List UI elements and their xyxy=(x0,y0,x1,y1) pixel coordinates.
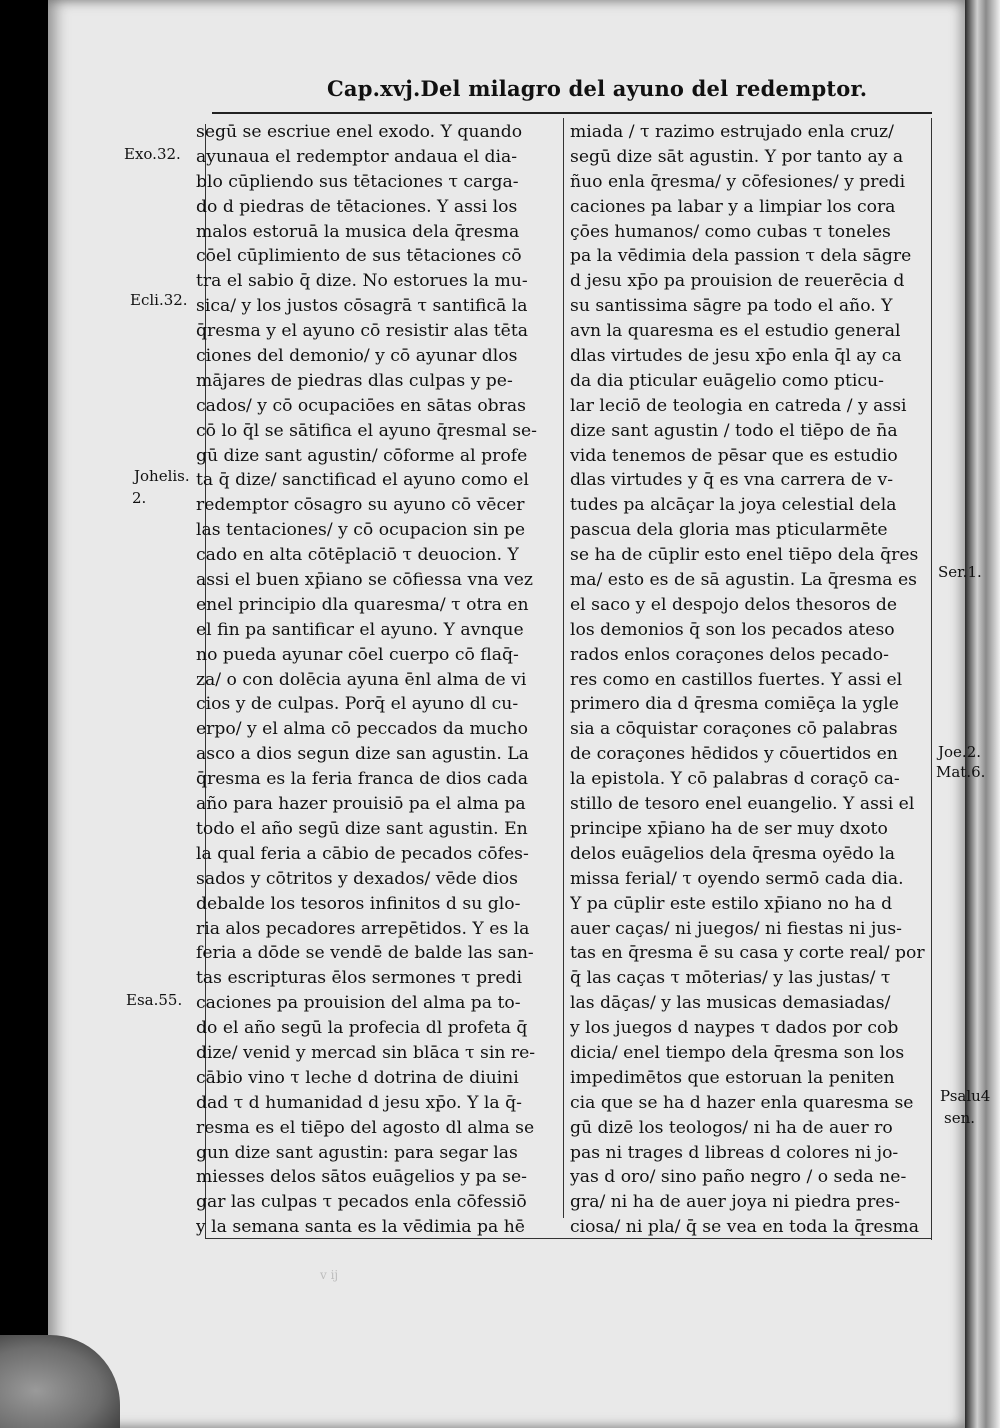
text-line: feria a dōde se vendē de balde las san- xyxy=(196,943,534,964)
signature-mark: v ij xyxy=(320,1268,339,1282)
text-line: ciosa/ ni pla/ q̄ se vea en toda la q̄resma xyxy=(570,1217,919,1238)
text-line: redemptor cōsagro su ayuno cō vēcer xyxy=(196,495,525,516)
text-line: cado en alta cōtēplaciō τ deuocion. Y xyxy=(196,545,519,566)
text-line: dicia/ enel tiempo dela q̄resma son los xyxy=(570,1042,905,1063)
column-rule-right xyxy=(931,118,932,1240)
margin-citation: Ecli.32. xyxy=(130,291,188,309)
text-line: principe xp̄iano ha de ser muy dxoto xyxy=(570,818,888,839)
text-line: ciones del demonio/ y cō ayunar dlos xyxy=(196,346,518,367)
text-line: las dāças/ y las musicas demasiadas/ xyxy=(570,993,891,1014)
text-line: dize sant agustin / todo el tiēpo de n̄a xyxy=(570,420,898,441)
text-line: tra el sabio q̄ dize. No estorues la mu- xyxy=(196,271,528,292)
text-line: do d piedras de tētaciones. Y assi los xyxy=(196,196,518,217)
text-line: impedimētos que estoruan la peniten xyxy=(570,1067,895,1088)
text-line: tudes pa alcāçar la joya celestial dela xyxy=(570,495,897,516)
text-line: las tentaciones/ y cō ocupacion sin pe xyxy=(196,520,526,541)
text-line: primero dia d q̄resma comiēça la ygle xyxy=(570,694,899,715)
text-line: ria alos pecadores arrepētidos. Y es la xyxy=(196,918,530,939)
text-line: lar leciō de teologia en catreda / y assi xyxy=(570,395,907,416)
text-line: cia que se ha d hazer enla quaresma se xyxy=(570,1092,914,1113)
text-line: año para hazer prouisiō pa el alma pa xyxy=(196,794,526,815)
text-line: do el año segū la profecia dl profeta q̄ xyxy=(196,1018,528,1039)
text-line: tas escripturas ēlos sermones τ predi xyxy=(196,968,523,989)
text-line: todo el año segū dize sant agustin. En xyxy=(196,818,528,839)
text-line: el saco y el despojo delos thesoros de xyxy=(570,594,898,615)
margin-citation: Ser.1. xyxy=(938,563,982,581)
text-line: avn la quaresma es el estudio general xyxy=(570,321,901,342)
text-line: sica/ y los justos cōsagrā τ santificā la xyxy=(196,296,528,317)
text-line: dad τ d humanidad d jesu xp̄o. Y la q̄- xyxy=(196,1092,522,1113)
margin-citation: Esa.55. xyxy=(126,991,183,1009)
text-line: q̄ las caças τ mōterias/ y las justas/ τ xyxy=(570,968,891,989)
text-line: enel principio dla quaresma/ τ otra en xyxy=(196,594,529,615)
text-line: sados y cōtritos y dexados/ vēde dios xyxy=(196,868,518,889)
text-line: no pueda ayunar cōel cuerpo cō flaq̄- xyxy=(196,644,519,665)
margin-citation: Joe.2. xyxy=(938,743,982,761)
text-line: malos estoruā la musica dela q̄resma xyxy=(196,221,520,242)
text-line: za/ o con dolēcia ayuna ēnl alma de vi xyxy=(196,669,527,690)
text-line: gar las culpas τ pecados enla cōfessiō xyxy=(196,1192,527,1213)
text-line: gra/ ni ha de auer joya ni piedra pres- xyxy=(570,1192,901,1213)
text-line: los demonios q̄ son los pecados ateso xyxy=(570,619,895,640)
text-line: el fin pa santificar el ayuno. Y avnque xyxy=(196,619,524,640)
text-line: vida tenemos de pēsar que es estudio xyxy=(570,445,898,466)
text-line: ta q̄ dize/ sanctificad el ayuno como el xyxy=(196,470,529,491)
text-line: miesses delos sātos euāgelios y pa se- xyxy=(196,1167,527,1188)
text-line: gū dizē los teologos/ ni ha de auer ro xyxy=(570,1117,893,1138)
page-edge xyxy=(965,0,1000,1428)
text-line: dize/ venid y mercad sin blāca τ sin re- xyxy=(196,1042,536,1063)
column-rule-middle xyxy=(563,118,564,1218)
text-line: caciones pa prouision del alma pa to- xyxy=(196,993,521,1014)
text-line: mājares de piedras dlas culpas y pe- xyxy=(196,370,513,391)
text-line: da dia pticular euāgelio como pticu- xyxy=(570,370,884,391)
text-line: cios y de culpas. Porq̄ el ayuno dl cu- xyxy=(196,694,519,715)
text-line: cōel cūplimiento de sus tētaciones cō xyxy=(196,246,522,267)
text-line: cābio vino τ leche d dotrina de diuini xyxy=(196,1067,519,1088)
margin-citation: Mat.6. xyxy=(936,763,986,781)
text-line: dlas virtudes de jesu xp̄o enla q̄l ay ca xyxy=(570,346,902,367)
margin-citation: Johelis. xyxy=(134,467,190,485)
text-line: Y pa cūplir este estilo xp̄iano no ha d xyxy=(570,893,893,914)
text-line: assi el buen xp̄iano se cōfiessa vna vez xyxy=(196,570,533,591)
text-line: su santissima sāgre pa todo el año. Y xyxy=(570,296,893,317)
text-line: ñuo enla q̄resma/ y cōfesiones/ y predi xyxy=(570,171,906,192)
text-line: se ha de cūplir esto enel tiēpo dela q̄res xyxy=(570,545,919,566)
text-line: gū dize sant agustin/ cōforme al profe xyxy=(196,445,528,466)
text-line: yas d oro/ sino paño negro / o seda ne- xyxy=(570,1167,907,1188)
text-line: res como en castillos fuertes. Y assi el xyxy=(570,669,903,690)
left-text-column xyxy=(196,120,556,1240)
text-line: missa ferial/ τ oyendo sermō cada dia. xyxy=(570,868,904,889)
text-line: resma es el tiēpo del agosto dl alma se xyxy=(196,1117,535,1138)
text-line: cados/ y cō ocupaciōes en sātas obras xyxy=(196,395,526,416)
text-line: çōes humanos/ como cubas τ toneles xyxy=(570,221,891,242)
text-line: la qual feria a cābio de pecados cōfes- xyxy=(196,843,529,864)
text-line: debalde los tesoros infinitos d su glo- xyxy=(196,893,521,914)
text-line: rados enlos coraçones delos pecado- xyxy=(570,644,889,665)
text-line: q̄resma y el ayuno cō resistir alas tēta xyxy=(196,321,528,342)
text-line: asco a dios segun dize san agustin. La xyxy=(196,744,529,765)
text-line: segū se escriue enel exodo. Y quando xyxy=(196,122,523,142)
text-line: cō lo q̄l se sātifica el ayuno q̄resmal se- xyxy=(196,420,537,441)
text-line: la epistola. Y cō palabras d coraçō ca- xyxy=(570,769,900,790)
margin-citation: sen. xyxy=(944,1109,976,1127)
text-line: erpo/ y el alma cō peccados da mucho xyxy=(196,719,528,740)
text-line: miada / τ razimo estrujado enla cruz/ xyxy=(570,122,894,142)
text-line: q̄resma es la feria franca de dios cada xyxy=(196,769,528,790)
text-line: tas en q̄resma ē su casa y corte real/ por xyxy=(570,943,925,964)
text-line: de coraçones hēdidos y cōuertidos en xyxy=(570,744,898,765)
text-line: ma/ esto es de sā agustin. La q̄resma es xyxy=(570,570,918,591)
margin-citation: Exo.32. xyxy=(124,145,181,163)
text-line: y los juegos d naypes τ dados por cob xyxy=(570,1018,899,1039)
header-rule xyxy=(212,112,932,114)
text-line: ayunaua el redemptor andaua el dia- xyxy=(196,146,518,167)
text-line: gun dize sant agustin: para segar las xyxy=(196,1142,518,1163)
text-line: auer caças/ ni juegos/ ni fiestas ni jus- xyxy=(570,918,902,939)
running-heading: Cap.xvj.Del milagro del ayuno del redemptor. xyxy=(327,76,868,101)
margin-citation: Psalu4 xyxy=(940,1087,991,1105)
text-line: delos euāgelios dela q̄resma oyēdo la xyxy=(570,843,895,864)
text-line: y la semana santa es la vēdimia pa hē xyxy=(196,1217,525,1238)
text-line: segū dize sāt agustin. Y por tanto ay a xyxy=(570,146,904,167)
text-line: pas ni trages d libreas d colores ni jo- xyxy=(570,1142,899,1163)
text-line: blo cūpliendo sus tētaciones τ carga- xyxy=(196,171,519,192)
right-text-column xyxy=(570,120,930,1240)
text-line: sia a cōquistar coraçones cō palabras xyxy=(570,719,898,740)
text-line: d jesu xp̄o pa prouision de reuerēcia d xyxy=(570,271,905,292)
text-line: dlas virtudes y q̄ es vna carrera de v- xyxy=(570,470,894,491)
text-line: stillo de tesoro enel euangelio. Y assi el xyxy=(570,794,915,815)
text-line: pa la vēdimia dela passion τ dela sāgre xyxy=(570,246,912,267)
text-line: pascua dela gloria mas pticularmēte xyxy=(570,520,888,541)
margin-citation: 2. xyxy=(132,489,147,507)
text-line: caciones pa labar y a limpiar los cora xyxy=(570,196,896,217)
